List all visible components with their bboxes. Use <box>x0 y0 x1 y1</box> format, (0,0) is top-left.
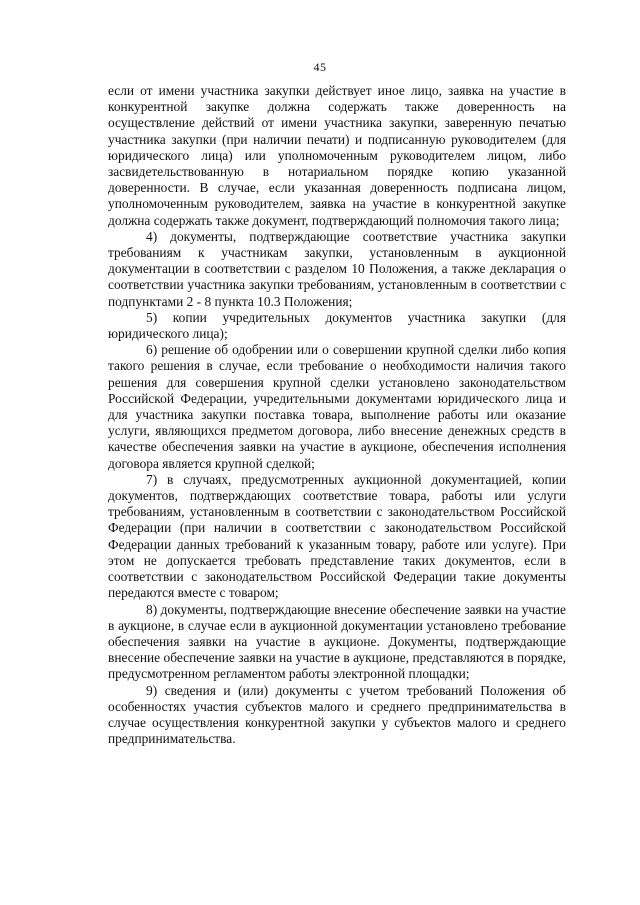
page-number: 45 <box>313 60 327 74</box>
paragraph-item-8: 8) документы, подтверждающие внесение обеспечение заявки на участие в аукционе, в случае если в аукционной документации установлено требование обеспечения заявки на участие в аукционе. Документы, подтверждающие внесение обеспечение заявки на участие в аукционе, представляются в порядке, предусмотренном регламентом работы электронной площадки; <box>108 601 566 682</box>
paragraph-item-9: 9) сведения и (или) документы с учетом требований Положения об особенностях участия субъектов малого и среднего предпринимательства в случае осуществления конкурентной закупки у субъектов малого и среднего предпринимательства. <box>108 682 566 747</box>
paragraph-item-6: 6) решение об одобрении или о совершении крупной сделки либо копия такого решения в случае, если требование о необходимости наличия такого решения для совершения крупной сделки установлено законодательством Российской Федерации, учредительными документами юридического лица и для участника закупки поставка товара, выполнение работы или оказание услуги, являющихся предметом договора, либо внесение денежных средств в качестве обеспечения заявки на участие в аукционе, обеспечения исполнения договора является крупной сделкой; <box>108 342 566 471</box>
document-body <box>108 83 566 747</box>
paragraph-item-7: 7) в случаях, предусмотренных аукционной документацией, копии документов, подтверждающих соответствие товара, работы или услуги требованиям, установленным в соответствии с законодательством Российской Федерации (при наличии в соответствии с законодательством Российской Федерации данных требований к указанным товару, работе или услуге). При этом не допускается требовать представление таких документов, если в соответствии с законодательством Российской Федерации такие документы передаются вместе с товаром; <box>108 471 566 601</box>
paragraph-item-4: 4) документы, подтверждающие соответствие участника закупки требованиям к участникам закупки, установленным в аукционной документации в соответствии с разделом 10 Положения, а также декларация о соответствии участника закупки требованиям, установленным в соответствии с подпунктами 2 - 8 пункта 10.3 Положения; <box>108 228 566 309</box>
paragraph-item-5: 5) копии учредительных документов участника закупки (для юридического лица); <box>108 309 566 342</box>
paragraph-continuation: если от имени участника закупки действует иное лицо, заявка на участие в конкурентной закупке должна содержать также доверенность на осуществление действий от имени участника закупки, заверенную печатью участника закупки (при наличии печати) и подписанную руководителем (для юридического лица) или уполномоченным руководителем лицом, либо засвидетельствованную в нотариальном порядке копию указанной доверенности. В случае, если указанная доверенность подписана лицом, уполномоченным руководителем, заявка на участие в конкурентной закупке должна содержать также документ, подтверждающий полномочия такого лица; <box>108 83 566 228</box>
